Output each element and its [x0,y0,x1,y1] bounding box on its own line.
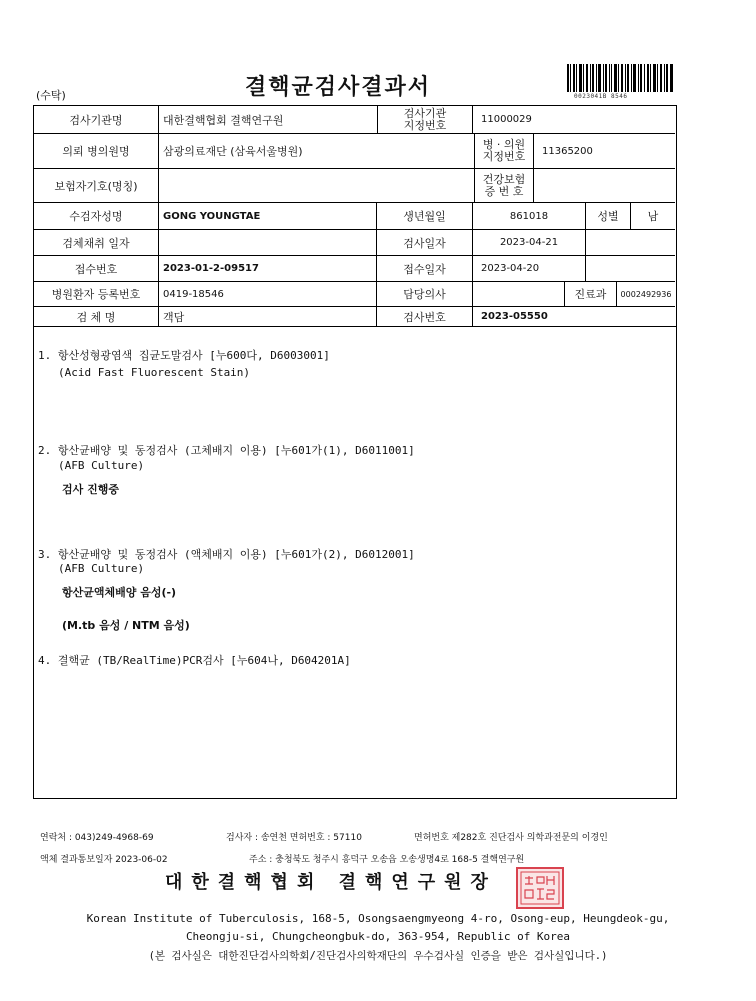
insurer-value [159,169,475,203]
test-date-label: 검사일자 [377,230,473,256]
english-address-line1: Korean Institute of Tuberculosis, 168-5, Osongsaengmyeong 4-ro, Osong-eup, Heungdeok-gu, [86,912,670,925]
specialist-info: 면허번호 제282호 진단검사 의학과전문의 이경인 [414,833,608,843]
receipt-no-value: 2023-01-2-09517 [159,256,377,282]
test-2-result: 검사 진행중 [62,483,119,496]
barcode-number: 0023041B 8546 [574,93,628,100]
sex-label: 성별 [586,203,631,230]
test-3-result: 항산균액체배양 음성(-) [62,586,177,599]
test-2-subtitle: (AFB Culture) [58,459,145,472]
test-3-subtitle: (AFB Culture) [58,562,145,575]
info-table [33,105,677,327]
test-1-title: 1. 항산성형광염색 집균도말검사 [누600다, D6003001] [38,349,330,362]
insurance-no-label [475,169,534,203]
test-4-title: 4. 결핵균 (TB/RealTime)PCR검사 [누604나, D604201A] [38,654,351,667]
reg-no-label: 병원환자 등록번호 [34,282,159,307]
entrusted-label: (수탁) [36,89,66,102]
test-1-subtitle: (Acid Fast Fluorescent Stain) [58,366,251,379]
official-seal-stamp [513,866,567,910]
organization-name: 대한결핵협회 결핵연구원장 [165,872,497,893]
test-date-value: 2023-04-21 [473,230,586,256]
collection-date-value [159,230,377,256]
specimen-value: 객담 [159,307,377,326]
doctor-value [473,282,565,307]
doctor-label: 담당의사 [377,282,473,307]
test-no-label: 검사번호 [377,307,473,326]
english-address-line2: Cheongju-si, Chungcheongbuk-do, 363-954, Republic of Korea [185,930,571,943]
hospital-value: 삼광의료재단 (삼육서울병원) [159,134,475,169]
insurance-no-label-line1: 건강보험 [482,172,526,186]
clinic-code-label-line2: 지정번호 [482,150,526,163]
empty-cell [586,230,675,256]
document-title: 결핵균검사결과서 [245,75,432,100]
test-3-title: 3. 항산균배양 및 동정검사 (액체배지 이용) [누601가(2), D6012001] [38,548,415,561]
institution-label: 검사기관명 [34,106,159,134]
institution-value: 대한결핵협회 결핵연구원 [159,106,377,134]
insurance-no-value [534,169,675,203]
specimen-label: 검 체 명 [34,307,159,326]
empty-cell [586,256,675,282]
reg-no-value: 0419-18546 [159,282,377,307]
test-no-value: 2023-05550 [481,311,548,322]
clinic-code-label [475,134,534,169]
hospital-label: 의뢰 병의원명 [34,134,159,169]
test-2-title: 2. 항산균배양 및 동정검사 (고체배지 이용) [누601가(1), D6011001] [38,444,415,457]
test-results-box [33,327,677,799]
inst-code-label [377,106,473,134]
inst-code-value: 11000029 [473,106,675,134]
birth-value: 861018 [473,203,586,230]
contact-phone: 연락처 : 043)249-4968-69 [40,833,154,843]
test-3-result-detail: (M.tb 음성 / NTM 음성) [62,619,190,632]
inst-code-label-line1: 검사기관 [403,106,447,120]
insurer-label: 보험자기호(명칭) [34,169,159,203]
patient-name-value: GONG YOUNGTAE [159,203,377,230]
examiner-info: 검사자 : 송연천 면허번호 : 57110 [226,833,362,843]
receipt-date-label: 접수일자 [377,256,473,282]
inst-code-label-line2: 지정번호 [403,118,447,132]
clinic-code-value: 11365200 [534,134,675,169]
clinic-code-label-line1: 병 · 의원 [482,138,526,151]
receipt-no-label: 접수번호 [34,256,159,282]
birth-label: 생년월일 [377,203,473,230]
certification-note: (본 검사실은 대한진단검사의학회/진단검사의학재단의 우수검사실 인증을 받은 검사실입니다.) [148,950,608,962]
barcode-image [567,64,673,92]
dept-value: 0002492936 [617,282,675,307]
insurance-no-label-line2: 증 번 호 [484,184,524,198]
report-date: 액체 결과통보일자 2023-06-02 [40,855,168,865]
patient-name-label: 수검자성명 [34,203,159,230]
sex-value: 남 [631,203,675,230]
receipt-date-value: 2023-04-20 [473,256,586,282]
address: 주소 : 충청북도 청주시 흥덕구 오송읍 오송생명4로 168-5 결핵연구원 [249,855,525,865]
dept-label: 진료과 [565,282,617,307]
collection-date-label: 검체채취 일자 [34,230,159,256]
